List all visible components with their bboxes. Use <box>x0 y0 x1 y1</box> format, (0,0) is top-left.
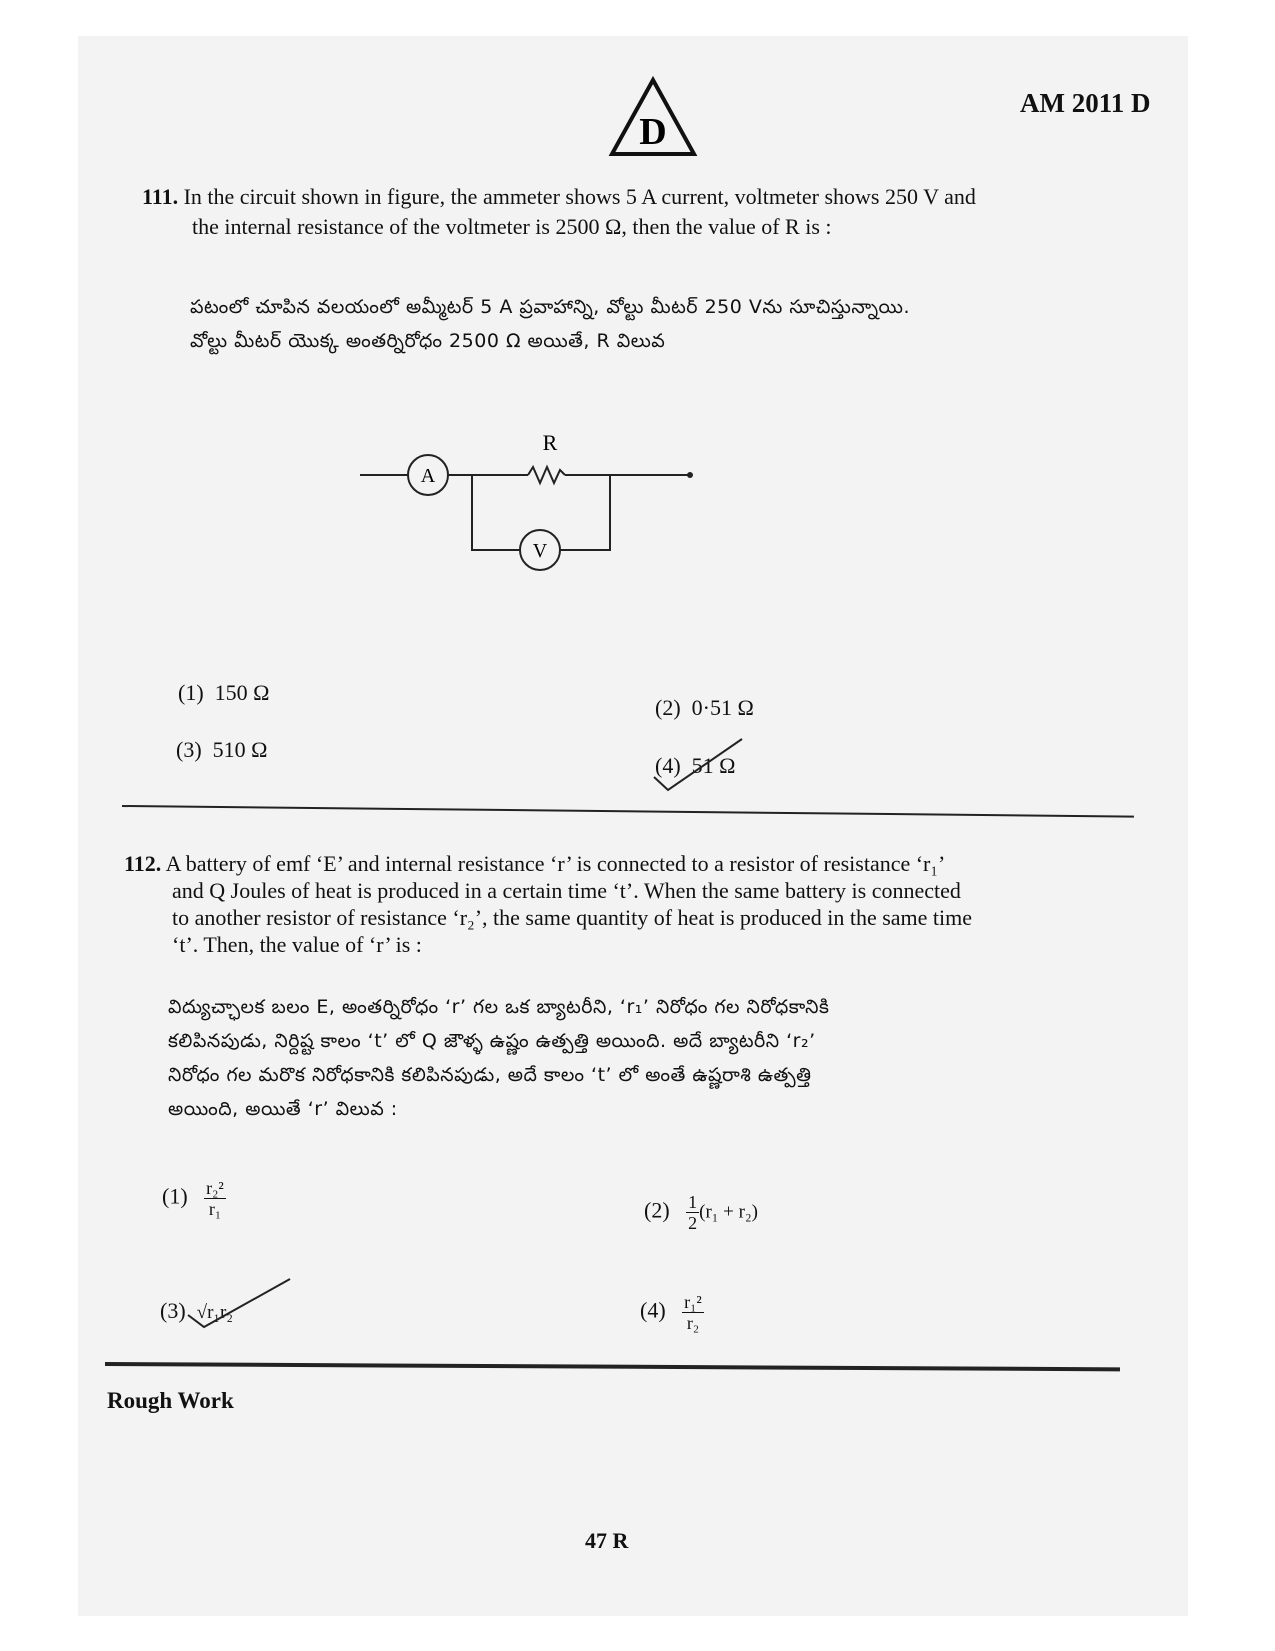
q112-option-3[interactable]: (3) √r₁r₂ <box>160 1298 233 1323</box>
q112-option-1-fraction: $\frac{\text{r₂²}}{\text{r₁}}$ <box>206 1178 224 1219</box>
q111-number: 111. <box>142 184 179 209</box>
q111-telugu <box>190 290 1180 358</box>
q112-telugu-line4: అయింది, అయితే ‘r’ విలువ : <box>168 1098 398 1120</box>
exam-code: AM 2011 D <box>1020 88 1151 118</box>
q111-option-4[interactable]: (4) 51 Ω <box>655 753 736 778</box>
ammeter-label: A <box>420 465 436 487</box>
q112-number: 112. <box>124 851 162 876</box>
q111-line2: the internal resistance of the voltmeter is 2500 Ω, then the value of R is : <box>192 214 832 239</box>
resistor-zigzag <box>528 467 565 483</box>
page-number: 47 R <box>585 1528 629 1553</box>
q112-line2: and Q Joules of heat is produced in a certain time ‘t’. When the same battery is connected <box>172 878 961 903</box>
q111-text <box>142 182 1162 242</box>
circuit-figure <box>360 430 700 585</box>
q112-telugu-line3: నిరోధం గల మరొక నిరోధకానికి కలిపినపుడు, అదే కాలం ‘t’ లో అంతే ఉష్ణరాశి ఉత్పత్తి <box>168 1064 812 1086</box>
q111-telugu-line1: పటంలో చూపిన వలయంలో అమ్మీటర్ 5 A ప్రవాహాన్ని, వోల్టు మీటర్ 250 Vను సూచిస్తున్నాయి. <box>190 296 910 318</box>
resistor-label: R <box>542 430 558 455</box>
q112-telugu-line2: కలిపినపుడు, నిర్దిష్ట కాలం ‘t’ లో Q జౌళ్ళ ఉష్ణం ఉత్పత్తి అయింది. అదే బ్యాటరీని ‘r₂’ <box>168 1030 816 1052</box>
q111-option-2[interactable]: (2) 0·51 Ω <box>655 695 754 720</box>
q111-option-3[interactable]: (3) 510 Ω <box>176 737 268 762</box>
q112-answer-tick-icon <box>180 1275 300 1335</box>
q112-telugu-line1: విద్యుచ్ఛాలక బలం E, అంతర్నిరోధం ‘r’ గల ఒక బ్యాటరీని, ‘r₁’ నిరోధం గల నిరోధకానికి <box>168 996 830 1018</box>
voltmeter-label: V <box>532 540 548 562</box>
q112-text <box>124 850 1134 958</box>
q112-line4: ‘t’. Then, the value of ‘r’ is : <box>172 932 422 957</box>
q112-option-4-fraction: $\frac{\text{r₁²}}{\text{r₂}}$ <box>684 1292 702 1333</box>
q112-telugu <box>168 990 1138 1126</box>
q111-answer-tick-icon <box>650 735 750 795</box>
q111-telugu-line2: వోల్టు మీటర్ యొక్క అంతర్నిరోధం 2500 Ω అయితే, R విలువ <box>190 330 666 352</box>
q112-line3: to another resistor of resistance ‘r₂’, the same quantity of heat is produced in the same time <box>172 905 973 930</box>
q112-option-2[interactable]: (2) $\frac{1}{2}$ (r₁ + r₂) <box>644 1192 758 1233</box>
rough-work-label: Rough Work <box>107 1388 234 1413</box>
q112-line1: A battery of emf ‘E’ and internal resistance ‘r’ is connected to a resistor of resistance ‘r₁’ <box>165 851 946 876</box>
q112-option-1[interactable]: (1) $\frac{\text{r₂²}}{\text{r₁}}$ <box>162 1178 224 1219</box>
set-letter: D <box>639 111 667 153</box>
q112-option-4[interactable]: (4) $\frac{\text{r₁²}}{\text{r₂}}$ <box>640 1292 702 1333</box>
q111-option-1[interactable]: (1) 150 Ω <box>178 680 270 705</box>
q112-option-2-fraction: $\frac{1}{2}$ <box>688 1192 698 1233</box>
set-badge <box>608 76 698 163</box>
page-sheet <box>78 36 1188 1616</box>
q111-line1: In the circuit shown in figure, the ammeter shows 5 A current, voltmeter shows 250 V and <box>183 184 976 209</box>
